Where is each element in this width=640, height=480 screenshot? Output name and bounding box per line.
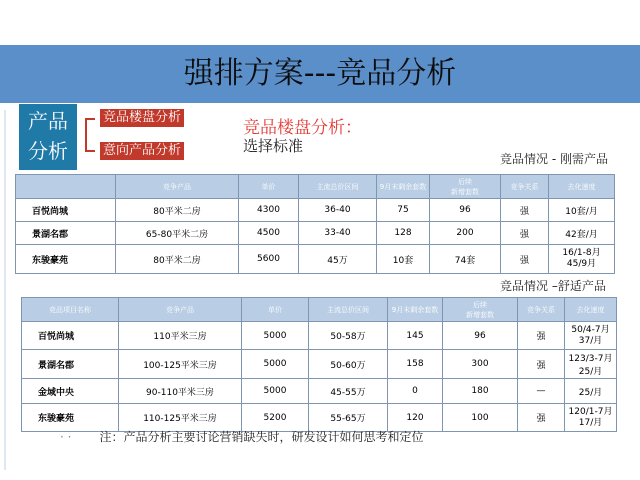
- table-cell: 145: [388, 322, 443, 350]
- decorative-side-line: [4, 110, 6, 470]
- table-cell: 45万: [299, 245, 377, 274]
- table-header-row: [22, 298, 617, 322]
- bracket-connector: [85, 118, 95, 152]
- table-row: [22, 350, 617, 379]
- table-row: [16, 222, 615, 245]
- table-cell: 300: [443, 350, 518, 379]
- table-cell: 25/月: [565, 379, 617, 404]
- table-cell: 5000: [242, 350, 309, 379]
- table-cell: 100-125平米三房: [119, 350, 242, 379]
- table-cell: 4500: [239, 222, 299, 245]
- table-header: 竞争产品: [116, 175, 239, 199]
- table-cell: 120/1-7月 17/月: [565, 404, 617, 432]
- table-cell: 96: [443, 322, 518, 350]
- table-header: 竞品项目名称: [22, 298, 119, 322]
- table-cell: 158: [388, 350, 443, 379]
- section-title: 竞品楼盘分析：: [243, 118, 362, 138]
- table-cell: 强: [518, 350, 565, 379]
- table-header: 竞争产品: [119, 298, 242, 322]
- table-header: 去化速度: [549, 175, 615, 199]
- table-cell: 100: [443, 404, 518, 432]
- table-cell: 东骏豪苑: [16, 245, 116, 274]
- tag-intended-product-analysis: 意向产品分析: [100, 142, 184, 160]
- table-comfort-products: [21, 297, 617, 432]
- table-row: [22, 322, 617, 350]
- table-cell: 110平米三房: [119, 322, 242, 350]
- table-cell: 0: [388, 379, 443, 404]
- table-cell: 120: [388, 404, 443, 432]
- table-row: [22, 379, 617, 404]
- table-cell: 强: [501, 245, 549, 274]
- table-header: 单价: [239, 175, 299, 199]
- table-header: 竞争关系: [501, 175, 549, 199]
- table-cell: 5600: [239, 245, 299, 274]
- table-cell: 4300: [239, 199, 299, 222]
- table-cell: 金域中央: [22, 379, 119, 404]
- table-cell: 65-80平米二房: [116, 222, 239, 245]
- table-cell: 123/3-7月25/月: [565, 350, 617, 379]
- bullet-dots: · ·: [60, 430, 72, 444]
- table-rigid-demand: [15, 174, 615, 274]
- table-cell: 128: [377, 222, 430, 245]
- table-cell: —: [518, 379, 565, 404]
- table-header: 去化速度: [565, 298, 617, 322]
- table-cell: 强: [518, 322, 565, 350]
- footnote-text: 注：产品分析主要讨论营销缺失时，研发设计如何思考和定位: [99, 430, 424, 444]
- table-cell: 80平米二房: [116, 245, 239, 274]
- table-cell: 50-60万: [309, 350, 388, 379]
- footnote: [60, 428, 423, 445]
- table-cell: 75: [377, 199, 430, 222]
- table-header: 后续 新增套数: [430, 175, 501, 199]
- table-cell: 33-40: [299, 222, 377, 245]
- table-cell: 景湖名郡: [22, 350, 119, 379]
- product-box-line1: 产品: [28, 109, 68, 133]
- table-cell: 10套/月: [549, 199, 615, 222]
- table-cell: 180: [443, 379, 518, 404]
- table-header: 9月末剩余套数: [388, 298, 443, 322]
- section-subtitle: 选择标准: [243, 137, 304, 155]
- table-cell: 景湖名郡: [16, 222, 116, 245]
- table-cell: 42套/月: [549, 222, 615, 245]
- product-box-line2: 分析: [28, 139, 68, 163]
- table-cell: 45-55万: [309, 379, 388, 404]
- table-header-row: [16, 175, 615, 199]
- table-header: 竞争关系: [518, 298, 565, 322]
- table-cell: 110-125平米三房: [119, 404, 242, 432]
- table-cell: 5000: [242, 322, 309, 350]
- table-cell: 74套: [430, 245, 501, 274]
- table-cell: 50/4-7月 37/月: [565, 322, 617, 350]
- table-row: [16, 245, 615, 274]
- table1-caption: 竞品情况 - 刚需产品: [500, 152, 608, 166]
- title-bar: [0, 45, 640, 103]
- table-header: 9月末剩余套数: [377, 175, 430, 199]
- table-cell: 强: [501, 222, 549, 245]
- table-header: 后续 新增套数: [443, 298, 518, 322]
- table-cell: 200: [430, 222, 501, 245]
- table-header: [16, 175, 116, 199]
- table-cell: 10套: [377, 245, 430, 274]
- table2-caption: 竞品情况 –舒适产品: [500, 279, 606, 293]
- table-cell: 55-65万: [309, 404, 388, 432]
- table-cell: 36-40: [299, 199, 377, 222]
- table-cell: 强: [501, 199, 549, 222]
- table-cell: 80平米二房: [116, 199, 239, 222]
- table-cell: 东骏豪苑: [22, 404, 119, 432]
- table-cell: 96: [430, 199, 501, 222]
- table-header: 主流总价区间: [299, 175, 377, 199]
- table-cell: 百悦尚城: [16, 199, 116, 222]
- table-cell: 强: [518, 404, 565, 432]
- page-title: 强排方案---竞品分析: [183, 56, 457, 91]
- table-cell: 90-110平米三房: [119, 379, 242, 404]
- table-header: 单价: [242, 298, 309, 322]
- tag-competitor-analysis: 竞品楼盘分析: [100, 109, 184, 127]
- table-cell: 50-58万: [309, 322, 388, 350]
- table-cell: 百悦尚城: [22, 322, 119, 350]
- product-analysis-box: [19, 104, 77, 170]
- table-cell: 5000: [242, 379, 309, 404]
- table-cell: 16/1-8月 45/9月: [549, 245, 615, 274]
- table-cell: 5200: [242, 404, 309, 432]
- table-row: [16, 199, 615, 222]
- table-header: 主流总价区间: [309, 298, 388, 322]
